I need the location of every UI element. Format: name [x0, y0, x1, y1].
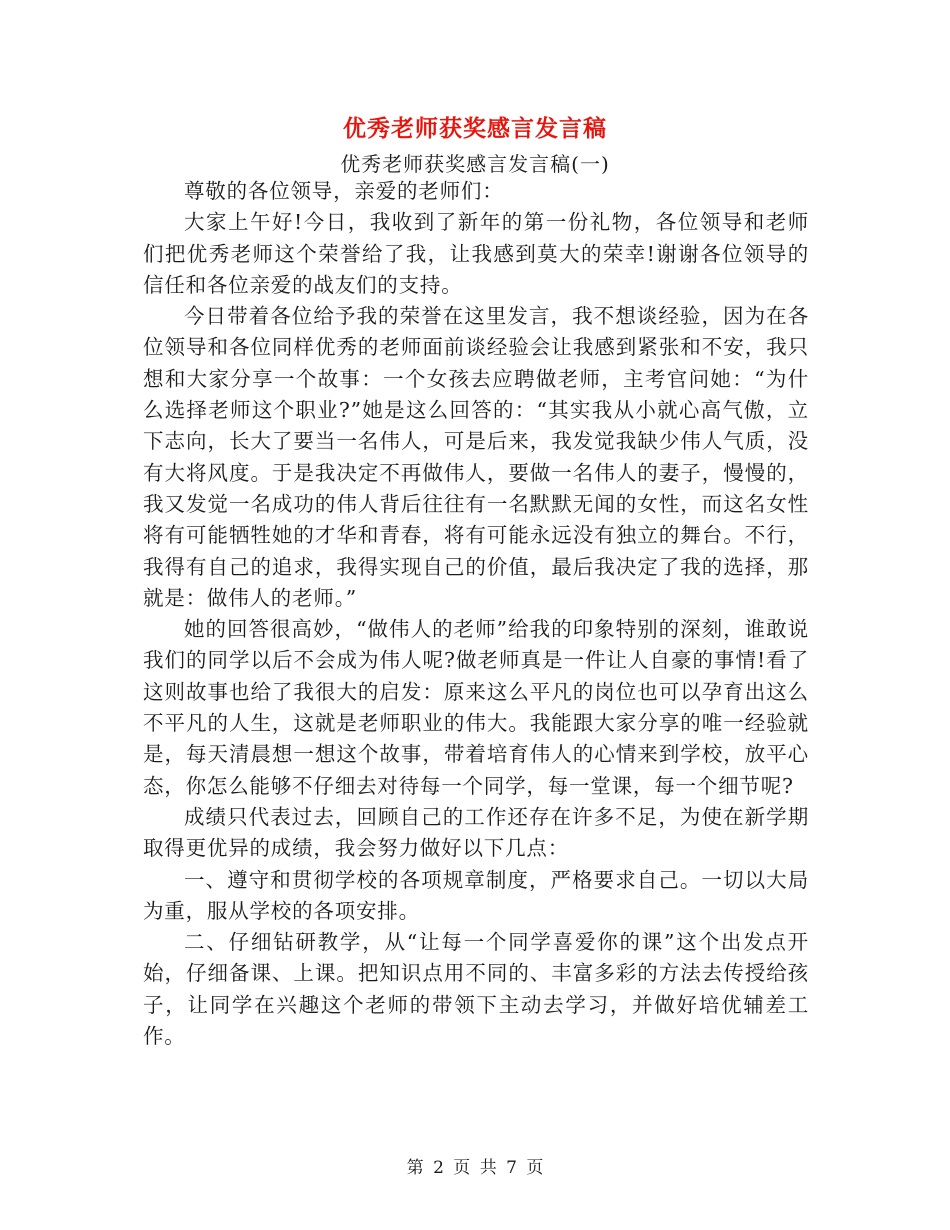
- paragraph-list-item: 一、遵守和贯彻学校的各项规章制度，严格要求自己。一切以大局为重，服从学校的各项安排。: [143, 867, 809, 923]
- paragraph-salutation: 尊敬的各位领导，亲爱的老师们：: [184, 179, 504, 203]
- paragraph: 大家上午好!今日，我收到了新年的第一份礼物，各位领导和老师们把优秀老师这个荣誉给了我，让我感到莫大的荣幸!谢谢各位领导的信任和各位亲爱的战友们的支持。: [143, 210, 809, 297]
- paragraph: 成绩只代表过去，回顾自己的工作还存在许多不足，为使在新学期取得更优异的成绩，我会努力做好以下几点：: [143, 804, 809, 861]
- paragraph-list-item: 二、仔细钻研教学，从“让每一个同学喜爱你的课”这个出发点开始，仔细备课、上课。把知识点用不同的、丰富多彩的方法去传授给孩子，让同学在兴趣这个老师的带领下主动去学习，并做好培优辅差工作。: [143, 930, 809, 1049]
- document-body: [143, 176, 809, 1052]
- page-number-footer: 第 2 页 共 7 页: [406, 1158, 544, 1178]
- document-subtitle: 优秀老师获奖感言发言稿(一): [340, 152, 610, 176]
- paragraph: 今日带着各位给予我的荣誉在这里发言，我不想谈经验，因为在各位领导和各位同样优秀的老师面前谈经验会让我感到紧张和不安，我只想和大家分享一个故事：一个女孩去应聘做老师，主考官问她：“为什么选择老师这个职业?”她是这么回答的：“其实我从小就心高气傲，立下志向，长大了要当一名伟人，可是后来，我发觉我缺少伟人气质，没有大将风度。于是我决定不再做伟人，要做一名伟人的妻子，慢慢的，我又发觉一名成功的伟人背后往往有一名默默无闻的女性，而这名女性将有可能牺牲她的才华和青春，将有可能永远没有独立的舞台。不行，我得有自己的追求，我得实现自己的价值，最后我决定了我的选择，那就是：做伟人的老师。”: [143, 304, 809, 610]
- document-title: 优秀老师获奖感言发言稿: [343, 116, 607, 142]
- paragraph: 她的回答很高妙，“做伟人的老师”给我的印象特别的深刻，谁敢说我们的同学以后不会成为伟人呢?做老师真是一件让人自豪的事情!看了这则故事也给了我很大的启发：原来这么平凡的岗位也可以孕育出这么不平凡的人生，这就是老师职业的伟大。我能跟大家分享的唯一经验就是，每天清晨想一想这个故事，带着培育伟人的心情来到学校，放平心态，你怎么能够不仔细去对待每一个同学，每一堂课，每一个细节呢?: [143, 617, 809, 798]
